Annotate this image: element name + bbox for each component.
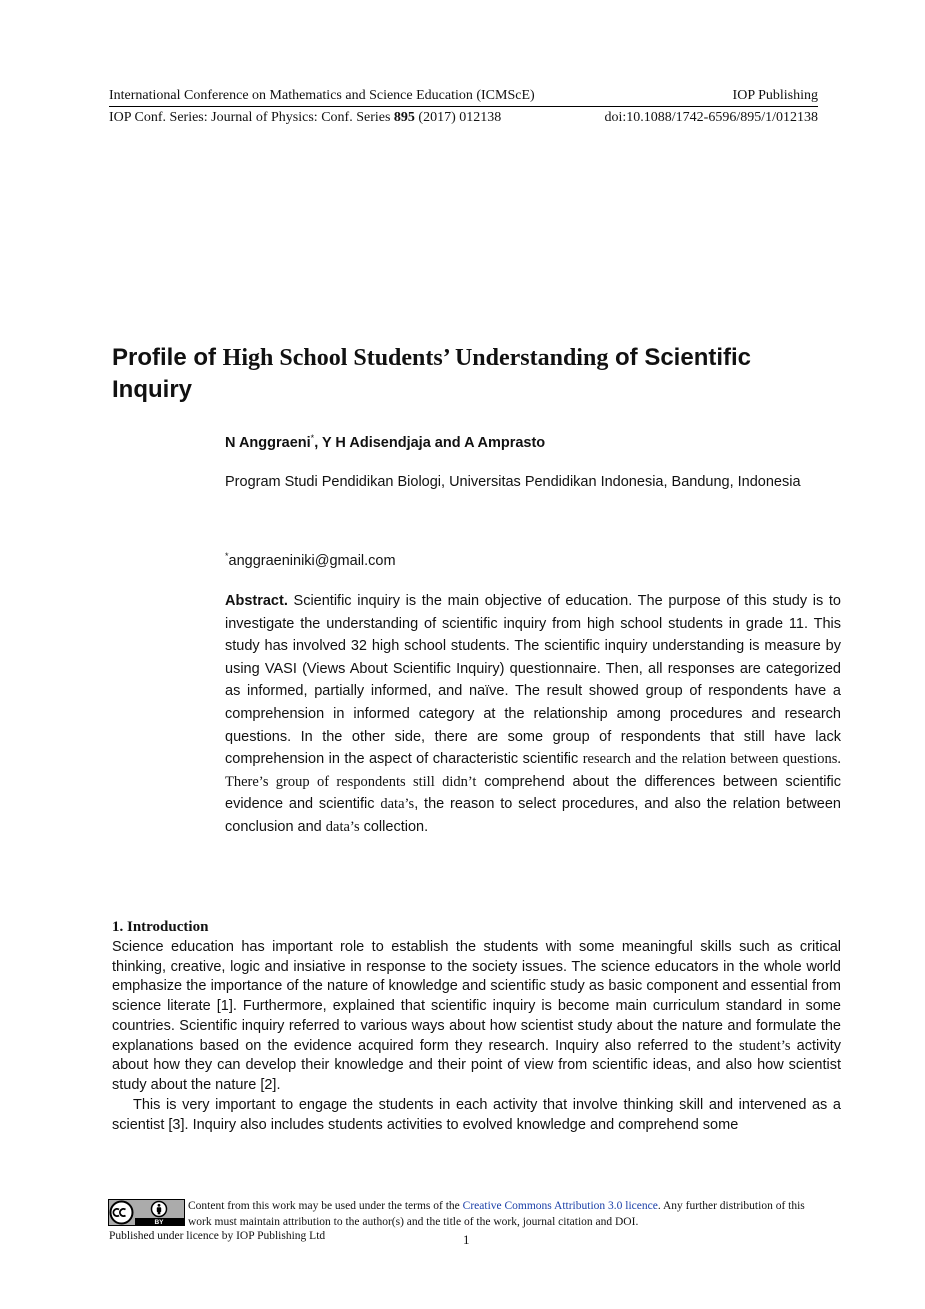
publisher-name: IOP Publishing (732, 88, 818, 103)
title-part-2: High School Students’ Understanding (222, 345, 609, 371)
abstract-text-2: research and the relation between questions. There’s group of respondents still didn’t (225, 751, 841, 790)
abstract-text-7: collection. (359, 818, 429, 835)
email-address[interactable]: anggraeniniki@gmail.com (228, 552, 396, 569)
intro-p1-text-c: activity about how they can develop their knowledge and their point of view from scientific ideas, and also how scientist study about the nature [2]. (112, 1037, 841, 1093)
attribution-person-legs-icon (158, 1212, 161, 1215)
cc-by-label: BY (154, 1219, 164, 1226)
series-prefix: IOP Conf. Series: Journal of Physics: Conf. Series (109, 110, 394, 125)
first-author: N Anggraeni (225, 434, 311, 451)
doi: doi:10.1088/1742-6596/895/1/012138 (604, 110, 818, 125)
title-part-3: of Scientific Inquiry (112, 344, 752, 403)
series-suffix: (2017) 012138 (414, 110, 502, 125)
other-authors: , Y H Adisendjaja and A Amprasto (314, 434, 546, 451)
abstract-text-5: , the reason to select procedures, and also the relation between conclusion and (225, 796, 841, 835)
abstract-text-6: data’s (325, 818, 360, 835)
introduction-heading: 1. Introduction (112, 919, 209, 935)
license-text-b: . Any further distribution of this work must maintain attribution to the author(s) and the title of the work, journal citation and DOI. (188, 1200, 805, 1228)
header-rule (109, 106, 818, 107)
affiliation: Program Studi Pendidikan Biologi, Universitas Pendidikan Indonesia, Bandung, Indonesia (225, 474, 801, 490)
introduction-paragraph-1 (112, 938, 841, 1096)
intro-p1-text-b: student’s (738, 1037, 791, 1054)
abstract (225, 590, 841, 839)
intro-p1-text-a: Science education has important role to establish the students with some meaningful skills such as critical thinking, creative, logic and insiative in response to the society issues. The science educators in the whole world emphasize the importance of the nature of knowledge and scientific study as basic component and essential from science literate [1]. Furthermore, explained that scientific inquiry is become main curriculum standard in some countries. Scientific inquiry referred to various ways about how scientist study about the nature and formulate the explanations based on the evidence acquired form they research. Inquiry also referred to the (112, 939, 841, 1054)
license-text-a: Content from this work may be used under the terms of the (188, 1200, 463, 1212)
page-number: 1 (463, 1232, 470, 1247)
author-list (225, 433, 545, 451)
paper-title (112, 342, 832, 405)
license-notice (188, 1199, 828, 1230)
attribution-person-head-icon (158, 1204, 161, 1207)
abstract-text-1: Scientific inquiry is the main objective of education. The purpose of this study is to investigate the understanding of scientific inquiry from high school students in grade 11. This study has involved 32 high school students. The scientific inquiry understanding is measure by using VASI (Views About Scientific Inquiry) questionnaire. Then, all responses are categorized as informed, partially informed, and naïve. The result showed group of respondents have a comprehension in informed category at the relationship among procedures and research questions. In the other side, there are some group of respondents that still have lack comprehension in the aspect of characteristic scientific (225, 593, 841, 768)
corresponding-mark: * (310, 433, 315, 443)
introduction-paragraph-2: This is very important to engage the students in each activity that involve thinking skill and intervened as a scientist [3]. Inquiry also includes students activities to evolved knowledge and comprehend some (112, 1097, 841, 1133)
publisher-notice: Published under licence by IOP Publishing Ltd (109, 1230, 326, 1242)
email-mark: * (225, 551, 229, 561)
cc-by-license-icon[interactable] (108, 1199, 185, 1226)
conference-name: International Conference on Mathematics and Science Education (ICMScE) (109, 88, 535, 103)
abstract-text-4: data’s (380, 796, 415, 813)
attribution-person-body-icon (157, 1207, 161, 1212)
title-part-1: Profile of (112, 344, 223, 371)
abstract-text-3: comprehend about the differences between scientific evidence and scientific (225, 773, 842, 813)
license-link[interactable]: Creative Commons Attribution 3.0 licence (462, 1200, 658, 1212)
series-citation (109, 109, 501, 127)
abstract-label: Abstract. (225, 593, 288, 609)
corresponding-email (225, 551, 396, 569)
series-volume: 895 (393, 110, 415, 125)
